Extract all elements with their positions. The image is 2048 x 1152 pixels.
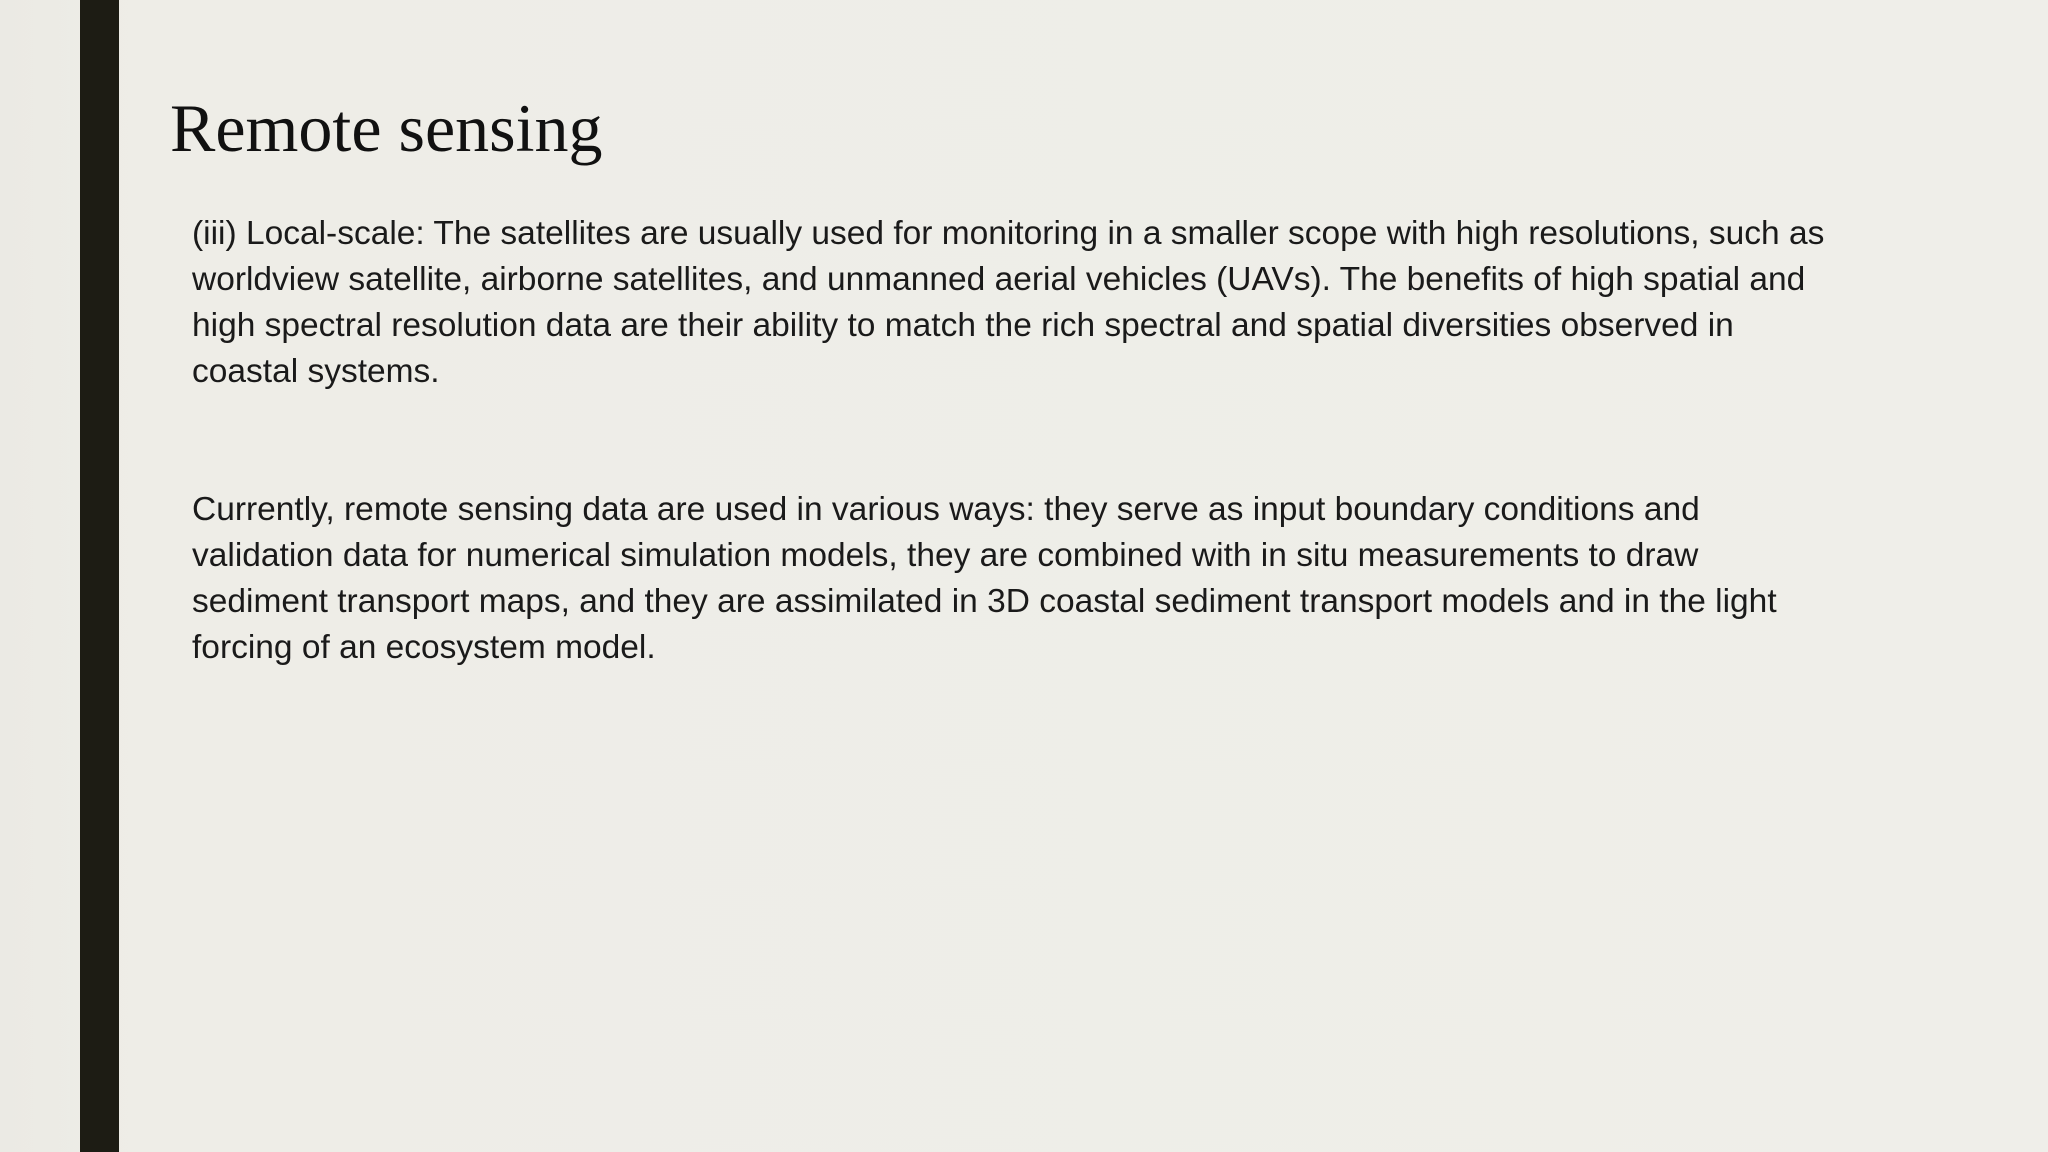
paragraph-line: (iii) Local-scale: The satellites are usually used for monitoring in a smaller scope with high resolutions, such as bbox=[192, 215, 1825, 252]
paragraph-current-uses bbox=[192, 487, 1932, 671]
paragraph-local-scale bbox=[192, 211, 1932, 395]
paragraph-line: high spectral resolution data are their ability to match the rich spectral and spatial diversities observed in bbox=[192, 307, 1734, 344]
paragraph-line: sediment transport maps, and they are assimilated in 3D coastal sediment transport models and in the light bbox=[192, 583, 1777, 620]
paragraph-line: coastal systems. bbox=[192, 353, 440, 390]
paragraph-line: forcing of an ecosystem model. bbox=[192, 629, 656, 666]
accent-bar bbox=[80, 0, 119, 1152]
paragraph-line: worldview satellite, airborne satellites, and unmanned aerial vehicles (UAVs). The benefits of high spatial and bbox=[192, 261, 1806, 298]
paragraph-line: validation data for numerical simulation models, they are combined with in situ measurements to draw bbox=[192, 537, 1699, 574]
slide-title: Remote sensing bbox=[170, 90, 603, 166]
paragraph-line: Currently, remote sensing data are used in various ways: they serve as input boundary conditions and bbox=[192, 491, 1700, 528]
